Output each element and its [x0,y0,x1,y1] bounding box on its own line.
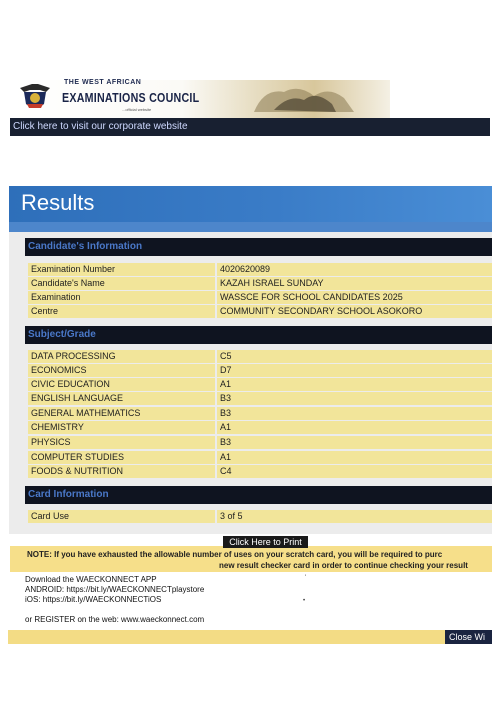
subject-name: PHYSICS [28,436,215,449]
subject-name: FOODS & NUTRITION [28,465,215,478]
candidate-value: WASSCE FOR SCHOOL CANDIDATES 2025 [217,291,492,304]
grade-row [28,392,492,405]
grade-row [28,407,492,420]
org-name-top: THE WEST AFRICAN [64,79,142,86]
grade-row [28,451,492,464]
waec-logo-icon [18,82,52,112]
footer-bar [8,630,492,644]
spacer [25,605,204,615]
banner-scene-image [244,82,384,116]
candidate-row [28,291,492,304]
candidate-value: KAZAH ISRAEL SUNDAY [217,277,492,290]
subject-grade-heading: Subject/Grade [25,326,492,344]
candidate-row [28,305,492,318]
candidate-row [28,263,492,276]
grade-row [28,421,492,434]
note-line-1: NOTE: If you have exhausted the allowable number of uses on your scratch card, you will be required to purc [27,550,443,559]
grade-row [28,465,492,478]
subject-name: DATA PROCESSING [28,350,215,363]
subject-grade: A1 [217,451,492,464]
grade-row [28,436,492,449]
subject-grade: C4 [217,465,492,478]
subject-name: ECONOMICS [28,364,215,377]
subject-name: CIVIC EDUCATION [28,378,215,391]
corporate-website-link[interactable]: Click here to visit our corporate website [10,118,490,136]
grade-row [28,364,492,377]
app-download-info [25,575,204,625]
android-link[interactable]: ANDROID: https://bit.ly/WAECKONNECTplaystore [25,585,205,594]
subject-grade: B3 [217,407,492,420]
org-name: EXAMINATIONS COUNCIL [62,90,200,105]
register-link[interactable]: or REGISTER on the web: www.waeckonnect.com [25,615,205,624]
waec-header-banner [12,80,390,118]
candidate-value: 4020620089 [217,263,492,276]
card-use-label: Card Use [28,510,215,523]
card-info-heading: Card Information [25,486,492,504]
results-divider [9,222,492,232]
subject-name: GENERAL MATHEMATICS [28,407,215,420]
subject-grade: C5 [217,350,492,363]
subject-name: COMPUTER STUDIES [28,451,215,464]
note-bar [10,546,492,572]
subject-grade: B3 [217,436,492,449]
card-use-row [28,510,492,523]
candidate-label: Examination Number [28,263,215,276]
app-title: Download the WAECKONNECT APP [25,575,157,584]
card-use-value: 3 of 5 [217,510,492,523]
ios-link[interactable]: iOS: https://bit.ly/WAECKONNECTiOS [25,595,162,604]
grade-row [28,350,492,363]
subject-grade: D7 [217,364,492,377]
subject-grade: A1 [217,378,492,391]
scan-mark: • [303,598,306,604]
results-header [9,186,492,222]
subject-grade: B3 [217,392,492,405]
subject-name: ENGLISH LANGUAGE [28,392,215,405]
subject-grade: A1 [217,421,492,434]
org-subtitle: ...official website [122,107,152,112]
scan-mark: ' [305,575,307,581]
candidate-value: COMMUNITY SECONDARY SCHOOL ASOKORO [217,305,492,318]
candidate-row [28,277,492,290]
candidate-label: Examination [28,291,215,304]
candidate-label: Centre [28,305,215,318]
print-button[interactable]: Click Here to Print [223,536,308,548]
candidate-label: Candidate's Name [28,277,215,290]
grade-row [28,378,492,391]
subject-name: CHEMISTRY [28,421,215,434]
note-line-2: new result checker card in order to continue checking your result [219,561,468,570]
candidate-info-heading: Candidate's Information [25,238,492,256]
close-window-button[interactable]: Close Wi [445,630,492,644]
results-title: Results [21,190,95,215]
